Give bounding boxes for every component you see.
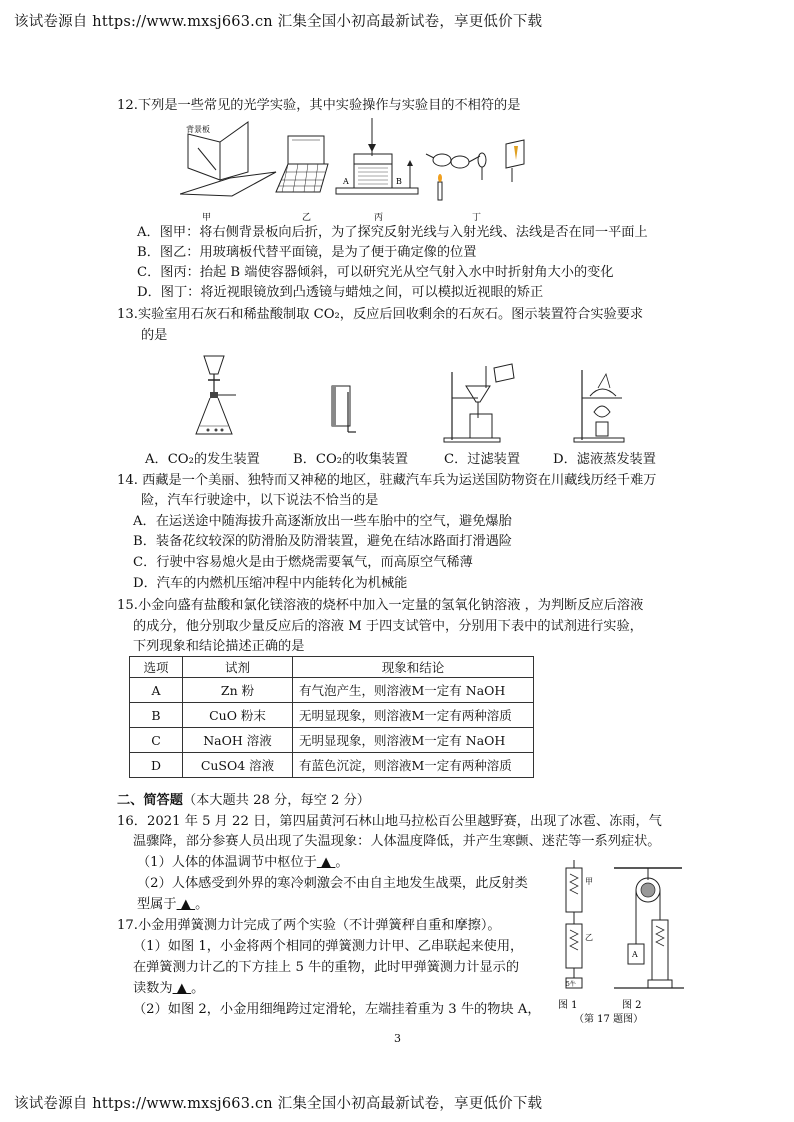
table-header: 现象和结论: [293, 657, 534, 678]
q13-option-b: B．CO₂的收集装置: [293, 452, 409, 467]
q13-stem-cont: 的是: [141, 328, 168, 343]
answer-blank[interactable]: ▲: [172, 981, 192, 996]
table-cell: CuO 粉末: [183, 703, 293, 728]
q17-fig2: [614, 868, 684, 988]
q17-part1: （1）如图 1，小金将两个相同的弹簧测力计甲、乙串联起来使用，: [133, 939, 524, 954]
q17-label-jia: 甲: [585, 877, 593, 886]
q16-part2: （2）人体感受到外界的寒冷刺激会不由自主地发生战栗，此反射类: [137, 876, 528, 891]
q17-part2: （2）如图 2，小金用细绳跨过定滑轮，左端挂着重为 3 牛的物块 A，: [133, 1002, 541, 1017]
q15-stem: 15.小金向盛有盐酸和氯化镁溶液的烧杯中加入一定量的氢氧化钠溶液 ，为判断反应后溶液: [117, 598, 644, 613]
table-row: [130, 678, 534, 703]
section-heading: [117, 791, 370, 811]
q13-fig-b: [332, 386, 356, 432]
q17-part1-answer: 读数为 ▲ 。: [133, 981, 205, 996]
q16-part2-cont: 型属于 ▲ 。: [137, 897, 209, 912]
q13-figures: [190, 352, 630, 444]
q13-fig-d: [574, 370, 624, 442]
q16-stem-cont: 温骤降，部分参赛人员出现了失温现象：人体温度降低，并产生寒颤、迷茫等一系列症状。: [133, 834, 661, 849]
table-cell: B: [130, 703, 183, 728]
page-number: 3: [394, 1032, 401, 1045]
q17-weight-label: 5牛: [566, 981, 576, 988]
q12-figures: [180, 116, 540, 224]
q12-label-bing: 丙: [374, 213, 384, 223]
q12-option-a: A．图甲：将右侧背景板向后折，为了探究反射光线与入射光线、法线是否在同一平面上: [137, 225, 648, 240]
q13-option-d: D．滤液蒸发装置: [553, 452, 656, 467]
q17-fig1: [566, 860, 593, 988]
q15-stem-cont: 的成分，他分别取少量反应后的溶液 M 于四支试管中，分别用下表中的试剂进行实验，: [133, 619, 643, 634]
q13-fig-c: [444, 364, 514, 442]
q16-part1: （1）人体的体温调节中枢位于 ▲ 。: [137, 855, 349, 870]
q17-label-yi: 乙: [585, 933, 593, 942]
q12-label-ding: 丁: [472, 213, 482, 223]
q17-fig2-label: 图 2: [622, 1000, 642, 1011]
q14-option-d: D．汽车的内燃机压缩冲程中内能转化为机械能: [133, 576, 408, 591]
table-cell: 无明显现象，则溶液M一定有 NaOH: [293, 728, 534, 753]
answer-blank[interactable]: ▲: [176, 897, 196, 912]
q12-label-jia: 甲: [202, 213, 212, 223]
svg-text:B: B: [396, 177, 402, 186]
table-cell: A: [130, 678, 183, 703]
table-header-row: [130, 657, 534, 678]
q13-stem: 13.实验室用石灰石和稀盐酸制取 CO₂，反应后回收剩余的石灰石。图示装置符合实验要求: [117, 307, 644, 322]
source-banner-bottom: 该试卷源自 https://www.mxsj663.cn 汇集全国小初高最新试卷，享更低价下载: [14, 1096, 543, 1112]
q17-fig-caption: （第 17 题图）: [574, 1014, 644, 1025]
q12-fig-jia: [180, 122, 276, 196]
q17-part1-cont: 在弹簧测力计乙的下方挂上 5 牛的重物，此时甲弹簧测力计显示的: [133, 960, 520, 975]
q12-label-yi: 乙: [302, 213, 312, 223]
section-title: 二、简答题: [117, 793, 183, 808]
table-cell: D: [130, 753, 183, 778]
q14-stem-cont: 险，汽车行驶途中，以下说法不恰当的是: [141, 493, 379, 508]
table-cell: C: [130, 728, 183, 753]
q12-fig-ding: [426, 140, 524, 200]
q13-fig-a: [196, 356, 236, 434]
table-cell: Zn 粉: [183, 678, 293, 703]
q17-stem: 17.小金用弹簧测力计完成了两个实验（不计弹簧秤自重和摩擦）。: [117, 918, 501, 933]
q14-option-a: A．在运送途中随海拔升高逐渐放出一些车胎中的空气，避免爆胎: [133, 514, 512, 529]
q14-option-b: B．装备花纹较深的防滑胎及防滑装置，避免在结冰路面打滑遇险: [133, 534, 512, 549]
table-cell: NaOH 溶液: [183, 728, 293, 753]
table-cell: 有蓝色沉淀，则溶液M一定有两种溶质: [293, 753, 534, 778]
table-row: [130, 728, 534, 753]
q12-option-b: B．图乙：用玻璃板代替平面镜，是为了便于确定像的位置: [137, 245, 477, 260]
q17-figures: [552, 860, 692, 1030]
table-cell: 有气泡产生，则溶液M一定有 NaOH: [293, 678, 534, 703]
q12-option-d: D．图丁：将近视眼镜放到凸透镜与蜡烛之间，可以模拟近视眼的矫正: [137, 285, 544, 300]
q12-fig-bing: [336, 118, 418, 194]
table-row: [130, 703, 534, 728]
q12-fig-yi: [276, 136, 328, 192]
q12-board-label: 背景板: [186, 125, 210, 134]
table-cell: 无明显现象，则溶液M一定有两种溶质: [293, 703, 534, 728]
answer-blank[interactable]: ▲: [316, 855, 336, 870]
q15-options-table: [129, 656, 534, 778]
table-row: [130, 753, 534, 778]
section-note: （本大题共 28 分，每空 2 分）: [182, 793, 370, 808]
q14-option-c: C．行驶中容易熄火是由于燃烧需要氧气，而高原空气稀薄: [133, 555, 473, 570]
q15-stem-cont2: 下列现象和结论描述正确的是: [133, 639, 305, 654]
q14-stem: 14. 西藏是一个美丽、独特而又神秘的地区，驻藏汽车兵为运送国防物资在川藏线历经千难万: [117, 473, 657, 488]
source-banner-top: 该试卷源自 https://www.mxsj663.cn 汇集全国小初高最新试卷，享更低价下载: [14, 14, 543, 30]
q13-option-a: A．CO₂的发生装置: [145, 452, 260, 467]
q17-block-a-label: A: [632, 950, 638, 959]
q17-fig1-label: 图 1: [558, 1000, 578, 1011]
q12-option-c: C．图丙：抬起 B 端使容器倾斜，可以研究光从空气射入水中时折射角大小的变化: [137, 265, 614, 280]
table-cell: CuSO4 溶液: [183, 753, 293, 778]
table-header: 试剂: [183, 657, 293, 678]
table-header: 选项: [130, 657, 183, 678]
svg-text:A: A: [343, 177, 349, 186]
q13-option-c: C．过滤装置: [444, 452, 521, 467]
q16-stem: 16．2021 年 5 月 22 日，第四届黄河石林山地马拉松百公里越野赛，出现了冰雹、冻雨，气: [117, 814, 662, 829]
q12-stem: 12.下列是一些常见的光学实验，其中实验操作与实验目的不相符的是: [117, 98, 521, 113]
